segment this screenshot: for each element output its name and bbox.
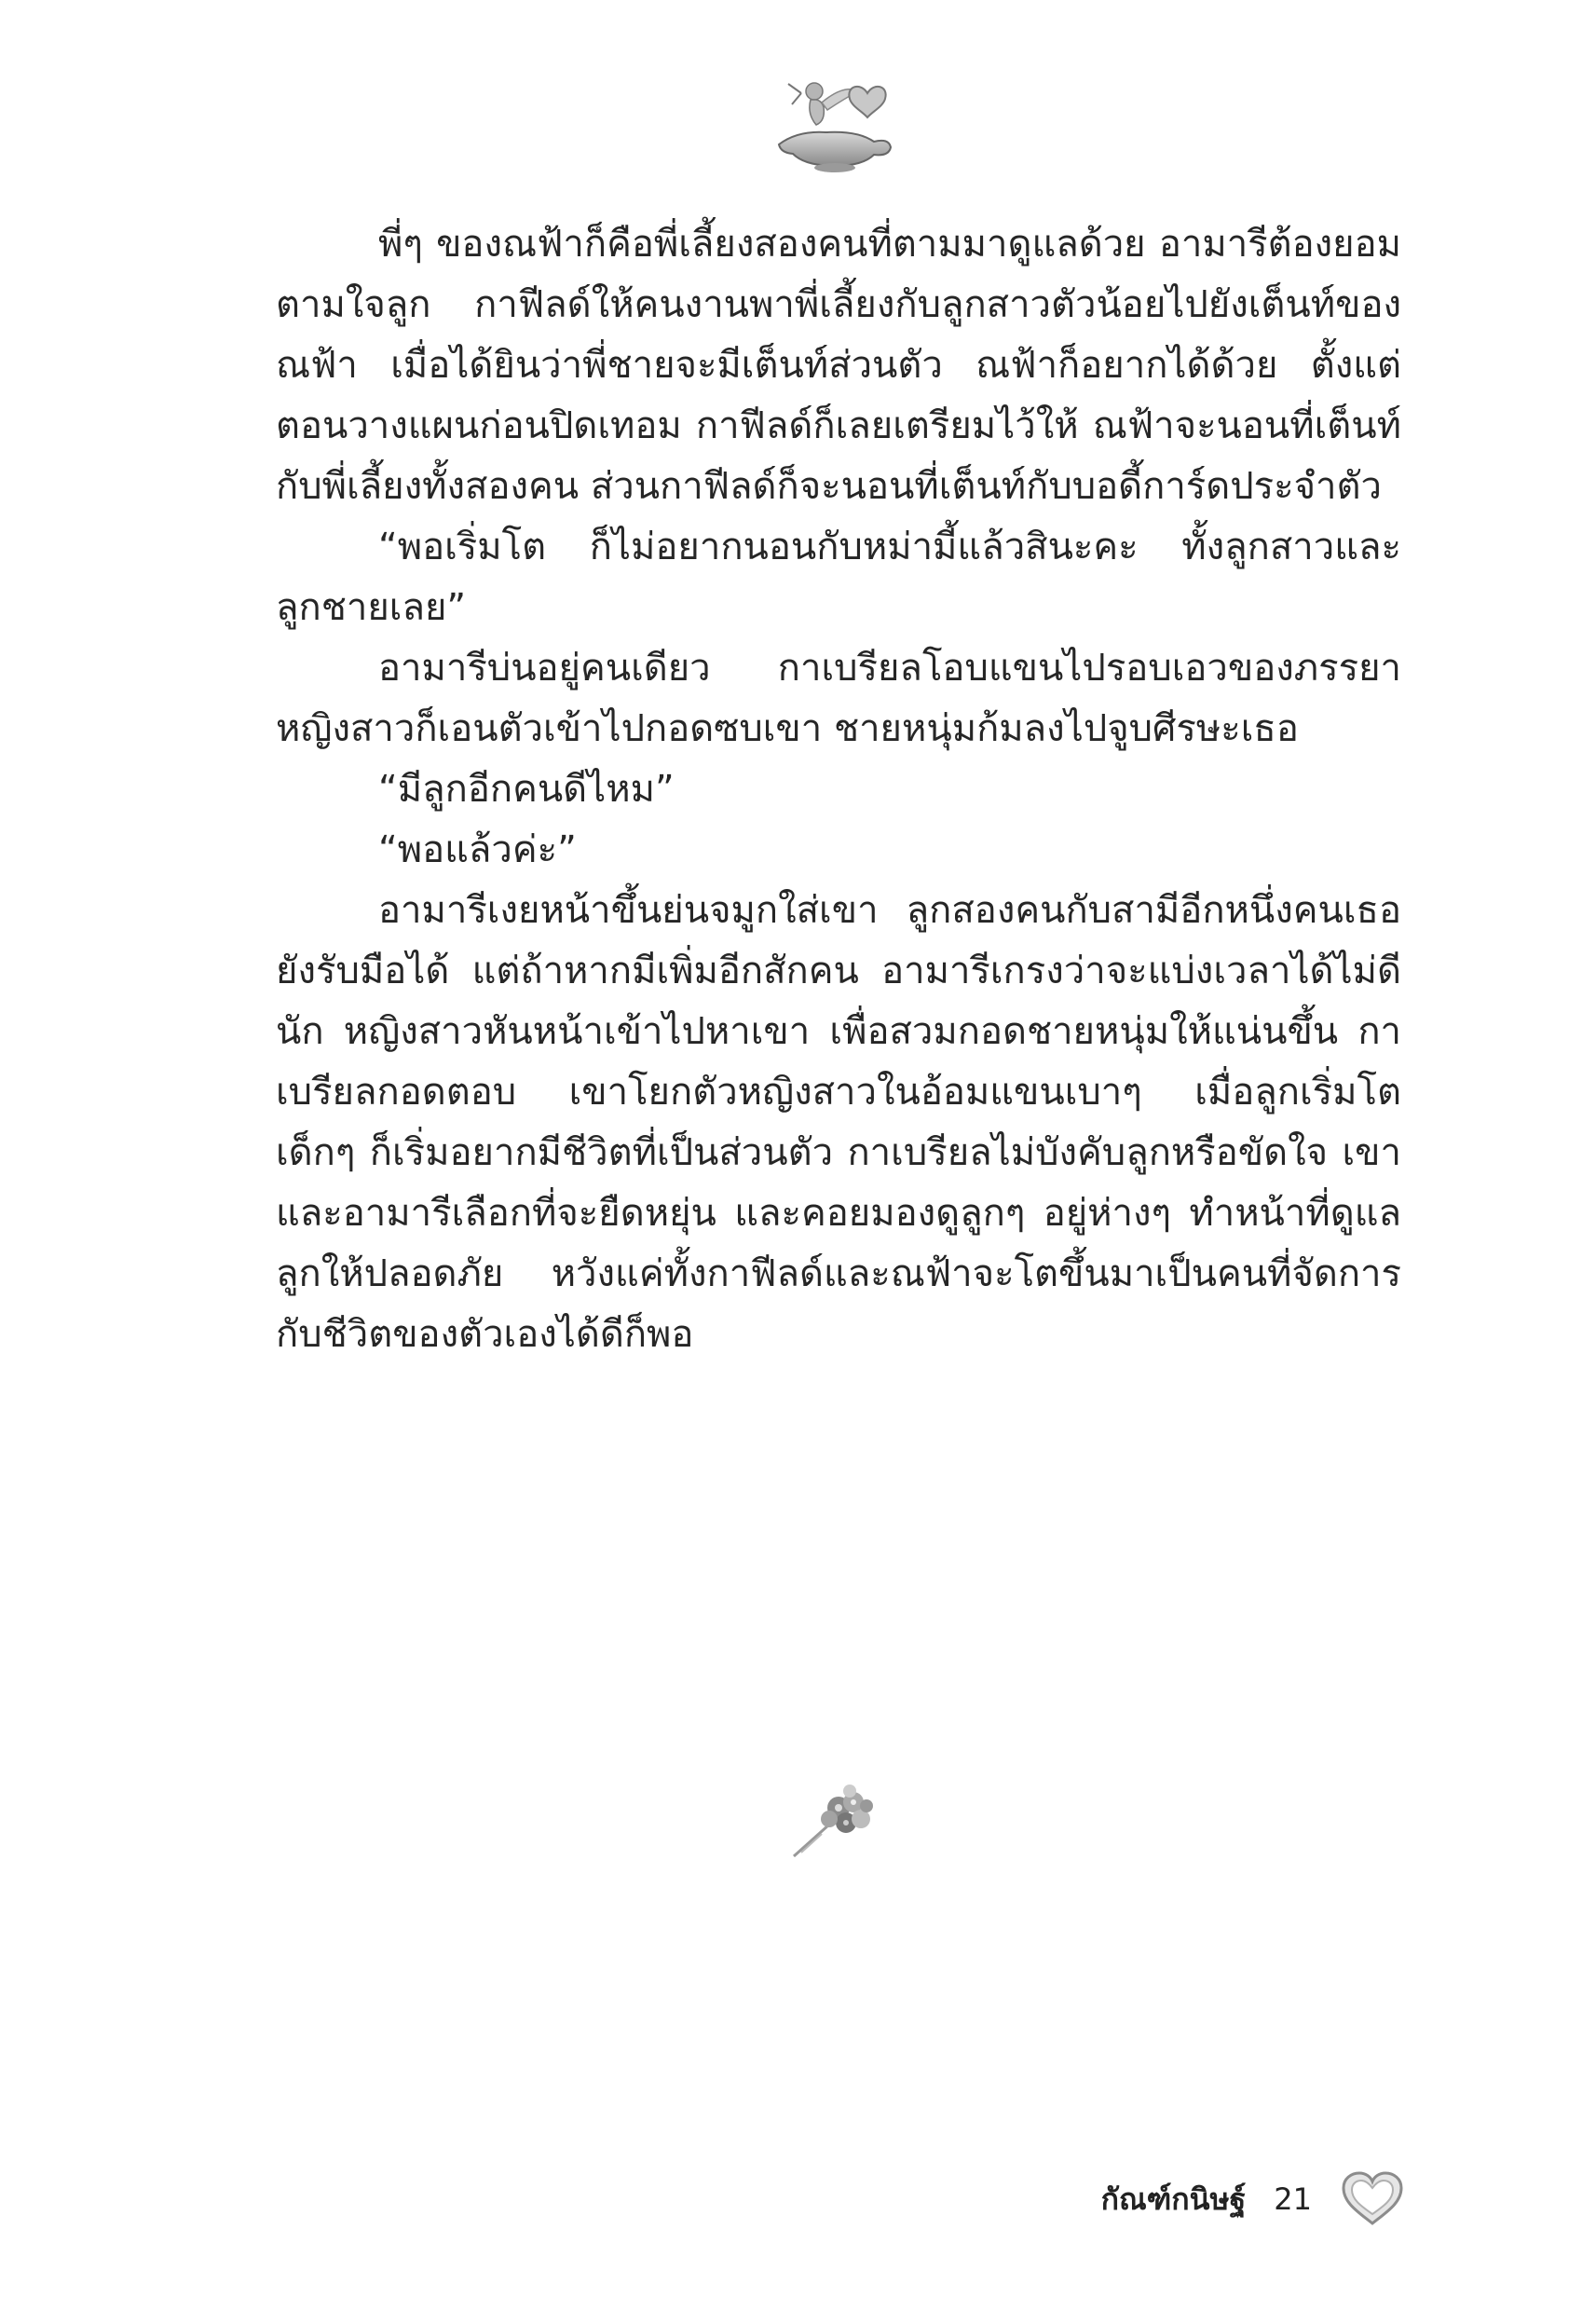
dialogue-paragraph: “พอเริ่มโต ก็ไม่อยากนอนกับหม่ามี้แล้วสินะคะ ทั้งลูกสาวและลูกชายเลย” [276,526,1401,629]
story-text [276,214,1401,1365]
flower-bouquet-icon [784,1771,887,1864]
page-number: 21 [1274,2181,1312,2217]
dialogue-paragraph: “มีลูกอีกคนดีไหม” [378,768,675,811]
page-footer [1101,2171,1405,2227]
paragraph: พี่ๆ ของณฟ้าก็คือพี่เลี้ยงสองคนที่ตามมาดูแลด้วย อามารีต้องยอมตามใจลูก กาฟีลด์ให้คนงานพาพี่เลี้ยงกับลูกสาวตัวน้อยไปยังเต็นท์ของณฟ้า เมื่อได้ยินว่าพี่ชายจะมีเต็นท์ส่วนตัว ณฟ้าก็อยากได้ด้วย ตั้งแต่ตอนวางแผนก่อนปิดเทอม กาฟีลด์ก็เลยเตรียมไว้ให้ ณฟ้าจะนอนที่เต็นท์กับพี่เลี้ยงทั้งสองคน ส่วนกาฟีลด์ก็จะนอนที่เต็นท์กับบอดี้การ์ดประจำตัว [276,223,1401,508]
dialogue-paragraph: “พอแล้วค่ะ” [378,828,577,871]
book-title: กัณฑ์กนิษฐ์ [1100,2181,1247,2217]
cupid-on-teapot-icon [770,56,900,177]
heart-icon [1340,2171,1405,2227]
paragraph: อามารีเงยหน้าขึ้นย่นจมูกใส่เขา ลูกสองคนกับสามีอีกหนึ่งคนเธอยังรับมือได้ แต่ถ้าหากมีเพิ่มอีกสักคน อามารีเกรงว่าจะแบ่งเวลาได้ไม่ดีนัก หญิงสาวหันหน้าเข้าไปหาเขา เพื่อสวมกอดชายหนุ่มให้แน่นขึ้น กาเบรียลกอดตอบ เขาโยกตัวหญิงสาวในอ้อมแขนเบาๆ เมื่อลูกเริ่มโต เด็กๆ ก็เริ่มอยากมีชีวิตที่เป็นส่วนตัว กาเบรียลไม่บังคับลูกหรือขัดใจ เขาและอามารีเลือกที่จะยืดหยุ่น และคอยมองดูลูกๆ อยู่ห่างๆ ทำหน้าที่ดูแลลูกให้ปลอดภัย หวังแค่ทั้งกาฟีลด์และณฟ้าจะโตขึ้นมาเป็นคนที่จัดการกับชีวิตของตัวเองได้ดีก็พอ [276,889,1401,1356]
paragraph: อามารีบ่นอยู่คนเดียว กาเบรียลโอบแขนไปรอบเอวของภรรยา หญิงสาวก็เอนตัวเข้าไปกอดซบเขา ชายหนุ่มก้มลงไปจูบศีรษะเธอ [276,647,1401,750]
